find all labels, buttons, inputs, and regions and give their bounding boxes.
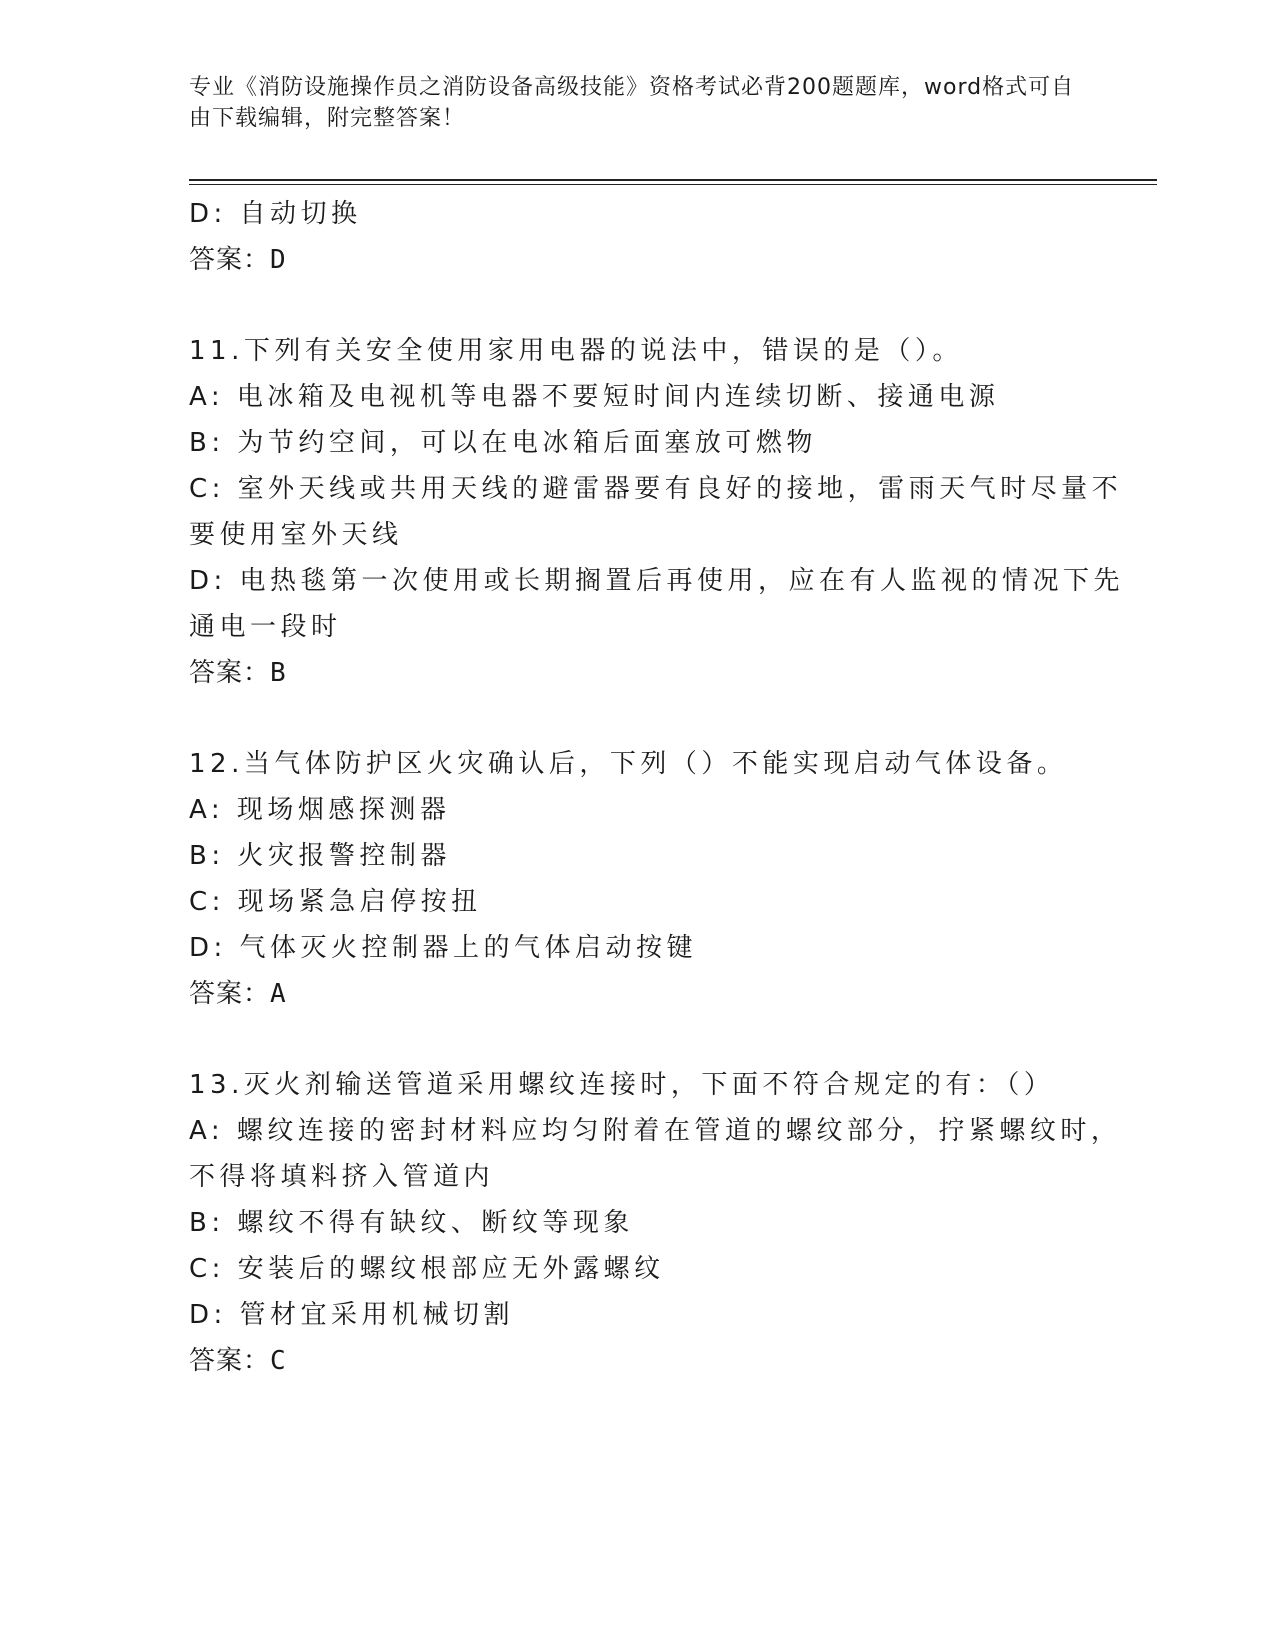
option-line: C: 室外天线或共用天线的避雷器要有良好的接地，雷雨天气时尽量不 [189,474,1123,504]
option-line: B: 火灾报警控制器 [189,841,451,871]
document-body [189,191,1125,1384]
option-line: B: 为节约空间，可以在电冰箱后面塞放可燃物 [189,428,817,458]
answer-line [189,650,1089,696]
answer-label: 答案： [189,1346,271,1376]
question-stem: 12.当气体防护区火灾确认后，下列（）不能实现启动气体设备。 [189,749,1068,779]
option-line: A: 现场烟感探测器 [189,795,451,825]
option-d: D: 自动切换 [189,199,362,229]
option-line: A: 螺纹连接的密封材料应均匀附着在管道的螺纹部分，拧紧螺纹时， [189,1116,1122,1146]
option-line: 不得将填料挤入管道内 [189,1162,495,1192]
answer-line [189,971,1089,1017]
answer-label: 答案： [189,658,271,688]
option-line: 通电一段时 [189,612,342,642]
answer-label: 答案： [189,245,271,275]
previous-question-tail [189,191,1089,283]
answer-value: B [270,658,287,688]
answer-value: A [270,979,287,1009]
question-stem: 13.灭火剂输送管道采用螺纹连接时，下面不符合规定的有：（） [189,1070,1055,1100]
option-line: D: 管材宜采用机械切割 [189,1300,515,1330]
option-line: A: 电冰箱及电视机等电器不要短时间内连续切断、接通电源 [189,382,1000,412]
question-stem: 11.下列有关安全使用家用电器的说法中，错误的是（）。 [189,336,963,366]
option-line: C: 现场紧急启停按扭 [189,887,482,917]
option-line: D: 气体灭火控制器上的气体启动按键 [189,933,698,963]
answer-value: D [270,245,287,275]
option-line: 要使用室外天线 [189,520,403,550]
question-13 [189,1062,1122,1384]
header-divider-thick [189,179,1157,181]
question-11 [189,328,1125,696]
answer-line [189,237,1089,283]
document-header: 专业《消防设施操作员之消防设备高级技能》资格考试必背200题题库，word格式可自由下载编辑，附完整答案！ [189,75,1075,131]
option-line: B: 螺纹不得有缺纹、断纹等现象 [189,1208,634,1238]
option-line: D: 电热毯第一次使用或长期搁置后再使用，应在有人监视的情况下先 [189,566,1125,596]
answer-label: 答案： [189,979,271,1009]
answer-line [189,1338,1089,1384]
question-12 [189,741,1089,1017]
option-line: C: 安装后的螺纹根部应无外露螺纹 [189,1254,665,1284]
answer-value: C [270,1346,287,1376]
header-divider-thin [189,184,1157,185]
